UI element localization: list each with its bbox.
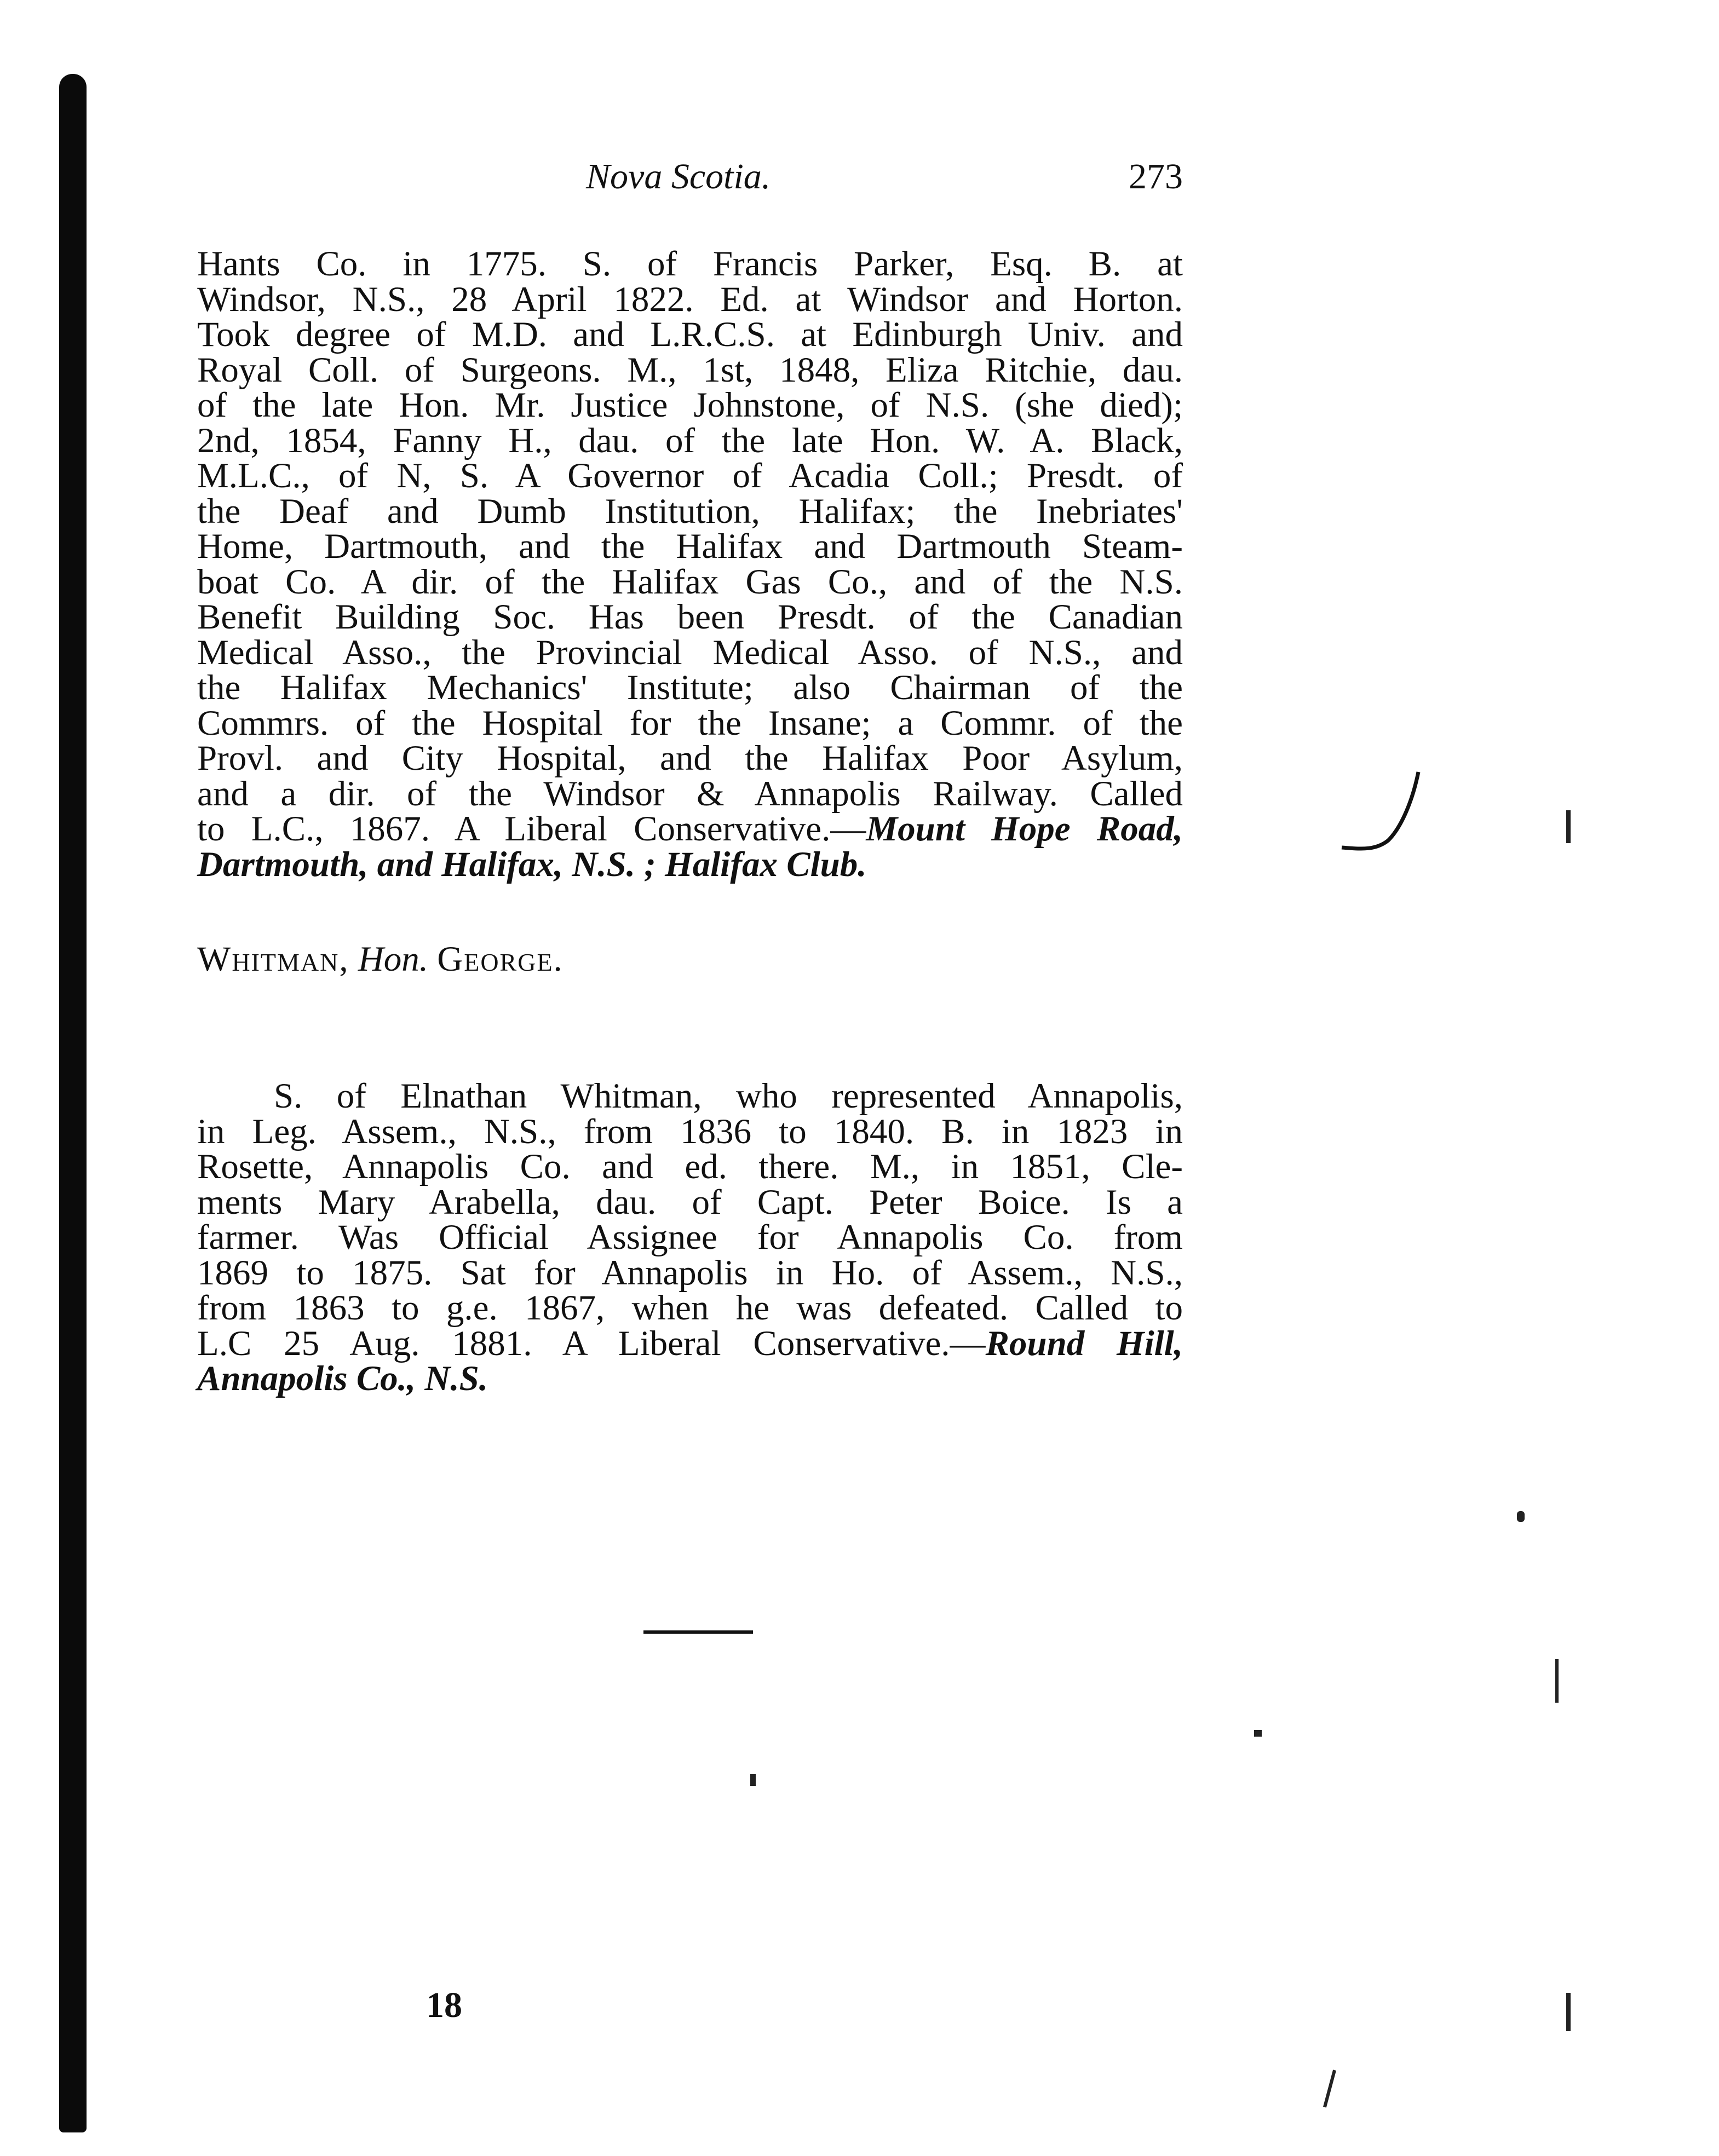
text-line: farmer. Was Official Assignee for Annapolis Co. from: [197, 1218, 1183, 1257]
page-number: 273: [1129, 157, 1183, 197]
signature-mark: 18: [426, 1985, 462, 2025]
section-divider: [643, 1630, 753, 1634]
text-line: 2nd, 1854, Fanny H., dau. of the late Hon. W. A. Black,: [197, 420, 1183, 460]
address-text: Round Hill,: [985, 1323, 1183, 1363]
text-line: Benefit Building Soc. Has been Presdt. of the Canadian: [197, 597, 1183, 637]
text-line: [197, 811, 1183, 847]
address-line: Dartmouth, and Halifax, N.S. ; Halifax Club.: [197, 844, 867, 884]
entry-parker-body: [197, 246, 1183, 882]
text-line: Hants Co. in 1775. S. of Francis Parker, Esq. B. at: [197, 244, 1183, 284]
text-line: Windsor, N.S., 28 April 1822. Ed. at Windsor and Horton.: [197, 279, 1183, 319]
binding-edge: [59, 74, 87, 2132]
address-line: Annapolis Co., N.S.: [197, 1359, 488, 1398]
text-line: Home, Dartmouth, and the Halifax and Dartmouth Steam-: [197, 527, 1183, 566]
text-line: 1869 to 1875. Sat for Annapolis in Ho. of Assem., N.S.,: [197, 1253, 1183, 1293]
entry-heading-whitman: [197, 939, 564, 980]
text-segment: L.C 25 Aug. 1881. A Liberal Conservative.—: [197, 1323, 986, 1363]
address-text: Mount Hope Road,: [866, 809, 1183, 849]
scan-speck: [1254, 1730, 1262, 1737]
text-line: boat Co. A dir. of the Halifax Gas Co., and of the N.S.: [197, 562, 1183, 602]
text-line: Royal Coll. of Surgeons. M., 1st, 1848, Eliza Ritchie, dau.: [197, 350, 1183, 390]
scan-speck: [1566, 810, 1571, 843]
text-line: S. of Elnathan Whitman, who represented Annapolis,: [274, 1076, 1183, 1116]
text-line: Medical Asso., the Provincial Medical Asso. of N.S., and: [197, 632, 1183, 672]
text-line: Rosette, Annapolis Co. and ed. there. M., in 1851, Cle-: [197, 1147, 1183, 1186]
text-line: ments Mary Arabella, dau. of Capt. Peter Boice. Is a: [197, 1182, 1183, 1222]
heading-given-name: George.: [437, 939, 564, 979]
running-title: Nova Scotia.: [586, 157, 771, 197]
text-segment: to L.C., 1867. A Liberal Conservative.—: [197, 809, 866, 849]
scan-speck: [1566, 1993, 1571, 2031]
text-line: [197, 1323, 1183, 1363]
text-line: of the late Hon. Mr. Justice Johnstone, of N.S. (she died);: [197, 385, 1183, 425]
entry-whitman-body: [197, 1076, 1183, 1398]
text-line: the Halifax Mechanics' Institute; also Chairman of the: [197, 668, 1183, 707]
text-line: Took degree of M.D. and L.R.C.S. at Edinburgh Univ. and: [197, 315, 1183, 354]
scan-speck: [1323, 2069, 1336, 2107]
text-line: the Deaf and Dumb Institution, Halifax; the Inebriates': [197, 491, 1183, 531]
page-header: [197, 156, 1183, 211]
text-line: and a dir. of the Windsor & Annapolis Railway. Called: [197, 774, 1183, 814]
text-line: M.L.C., of N, S. A Governor of Acadia Coll.; Presdt. of: [197, 456, 1183, 495]
scan-speck: [1517, 1511, 1525, 1522]
text-line: from 1863 to g.e. 1867, when he was defeated. Called to: [197, 1288, 1183, 1328]
heading-surname: Whitman,: [197, 939, 349, 979]
heading-title: Hon.: [358, 939, 429, 979]
text-line: Provl. and City Hospital, and the Halifax Poor Asylum,: [197, 739, 1183, 778]
scan-speck: [1555, 1659, 1559, 1703]
text-line: Commrs. of the Hospital for the Insane; a Commr. of the: [197, 703, 1183, 743]
margin-pen-mark: [1336, 766, 1435, 865]
text-line: in Leg. Assem., N.S., from 1836 to 1840. B. in 1823 in: [197, 1111, 1183, 1151]
scan-speck: [750, 1774, 756, 1786]
